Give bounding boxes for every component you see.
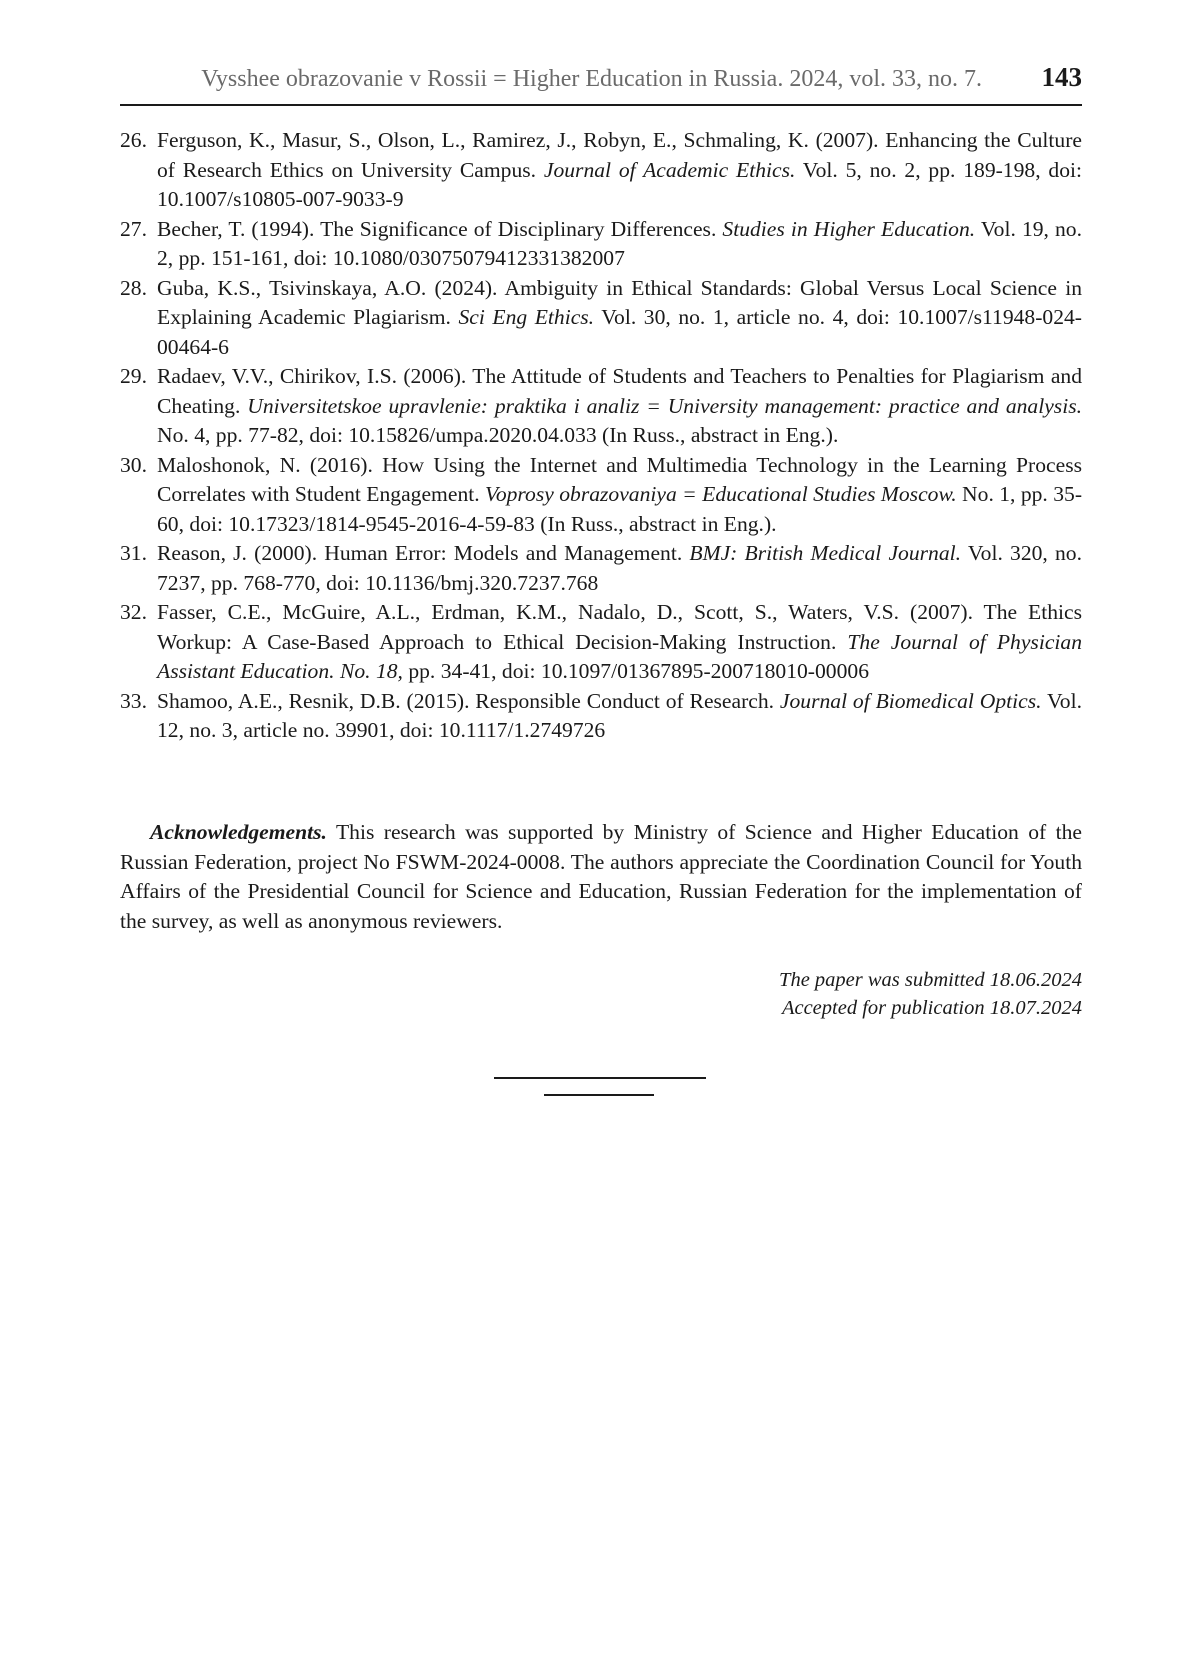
reference-item <box>120 215 1082 274</box>
reference-source: BMJ: British Medical Journal. <box>689 541 962 565</box>
reference-number: 31. <box>120 541 147 565</box>
accepted-date: Accepted for publication 18.07.2024 <box>781 997 1082 1019</box>
reference-text: Maloshonok, N. (2016). How Using the Internet and Multimedia Technology in the Learning Process Correlates with Student Engagement. <box>157 452 1082 506</box>
reference-text: Radaev, V.V., Chirikov, I.S. (2006). The Attitude of Students and Teachers to Penalties for Plagiarism and Cheating. <box>157 364 1082 418</box>
reference-details: No. 4, pp. 77-82, doi: 10.15826/umpa.2020.04.033 (In Russ., abstract in Eng.). <box>157 423 839 447</box>
reference-number: 29. <box>120 364 147 388</box>
reference-text: Becher, T. (1994). The Significance of Disciplinary Differences. <box>157 216 723 241</box>
running-head <box>120 60 1082 106</box>
reference-item <box>120 451 1082 540</box>
reference-item <box>120 539 1082 598</box>
reference-details: pp. 34-41, doi: 10.1097/01367895-200718010-00006 <box>402 659 869 683</box>
reference-item <box>120 274 1082 363</box>
reference-source: Journal of Academic Ethics. <box>543 157 796 182</box>
reference-details: Vol. 5, no. 2, pp. 189-198, doi: 10.1007/s10805-007-9033-9 <box>157 157 1082 211</box>
reference-text: Guba, K.S., Tsivinskaya, A.O. (2024). Ambiguity in Ethical Standards: Global Versus Local Science in Explaining Academic Plagiarism. <box>157 275 1082 329</box>
reference-number: 28. <box>120 275 147 300</box>
reference-details: Vol. 30, no. 1, article no. 4, doi: 10.1007/s11948-024-00464-6 <box>157 305 1082 359</box>
reference-number: 27. <box>120 216 147 241</box>
reference-item <box>120 598 1082 687</box>
reference-item <box>120 362 1082 451</box>
reference-item <box>120 687 1082 746</box>
reference-number: 30. <box>120 452 147 477</box>
reference-text: Shamoo, A.E., Resnik, D.B. (2015). Responsible Conduct of Research. <box>157 688 780 713</box>
reference-text: Reason, J. (2000). Human Error: Models and Management. <box>157 541 690 565</box>
journal-citation-line: Vysshee obrazovanie v Rossii = Higher Education in Russia. 2024, vol. 33, no. 7. <box>201 66 982 92</box>
reference-list <box>120 126 1082 746</box>
reference-details: Vol. 19, no. 2, pp. 151-161, doi: 10.1080/03075079412331382007 <box>157 216 1083 270</box>
acknowledgements-paragraph <box>120 818 1082 936</box>
submission-dates <box>779 966 1082 1022</box>
reference-number: 26. <box>120 128 147 152</box>
reference-details: Vol. 320, no. 7237, pp. 768-770, doi: 10.1136/bmj.320.7237.768 <box>157 541 1082 595</box>
reference-source: Journal of Biomedical Optics. <box>779 688 1042 713</box>
reference-source: Sci Eng Ethics. <box>458 305 595 329</box>
reference-number: 33. <box>120 688 147 713</box>
reference-item <box>120 126 1082 215</box>
reference-number: 32. <box>120 600 147 624</box>
submitted-date: The paper was submitted 18.06.2024 <box>779 969 1082 991</box>
end-rule-long <box>494 1077 706 1079</box>
reference-source: Voprosy obrazovaniya = Educational Studies Moscow. <box>485 482 957 506</box>
reference-text: Ferguson, K., Masur, S., Olson, L., Ramirez, J., Robyn, E., Schmaling, K. (2007). Enhancing the Culture of Research Ethics on University Campus. <box>157 128 1082 182</box>
reference-source: Universitetskoe upravlenie: praktika i analiz = University management: practice and analysis. <box>247 393 1082 418</box>
page-number: 143 <box>1041 62 1082 92</box>
acknowledgements-text: This research was supported by Ministry of Science and Higher Education of the Russian Federation, project No FSWM-2024-0008. The authors appreciate the Coordination Council for Youth Affairs of the Presidential Council for Science and Education, Russian Federation for the implementation of the survey, as well as anonymous reviewers. <box>120 820 1082 933</box>
reference-details: Vol. 12, no. 3, article no. 39901, doi: 10.1117/1.2749726 <box>157 688 1082 742</box>
reference-source: The Journal of Physician Assistant Education. No. 18, <box>157 629 1082 683</box>
reference-text: Fasser, C.E., McGuire, A.L., Erdman, K.M., Nadalo, D., Scott, S., Waters, V.S. (2007). The Ethics Workup: A Case-Based Approach to Ethical Decision-Making Instruction. <box>157 600 1082 654</box>
reference-source: Studies in Higher Education. <box>722 216 976 241</box>
end-rule-short <box>544 1094 654 1096</box>
reference-details: No. 1, pp. 35-60, doi: 10.17323/1814-9545-2016-4-59-83 (In Russ., abstract in Eng.). <box>157 482 1083 536</box>
acknowledgements-title: Acknowledgements. <box>150 820 327 844</box>
